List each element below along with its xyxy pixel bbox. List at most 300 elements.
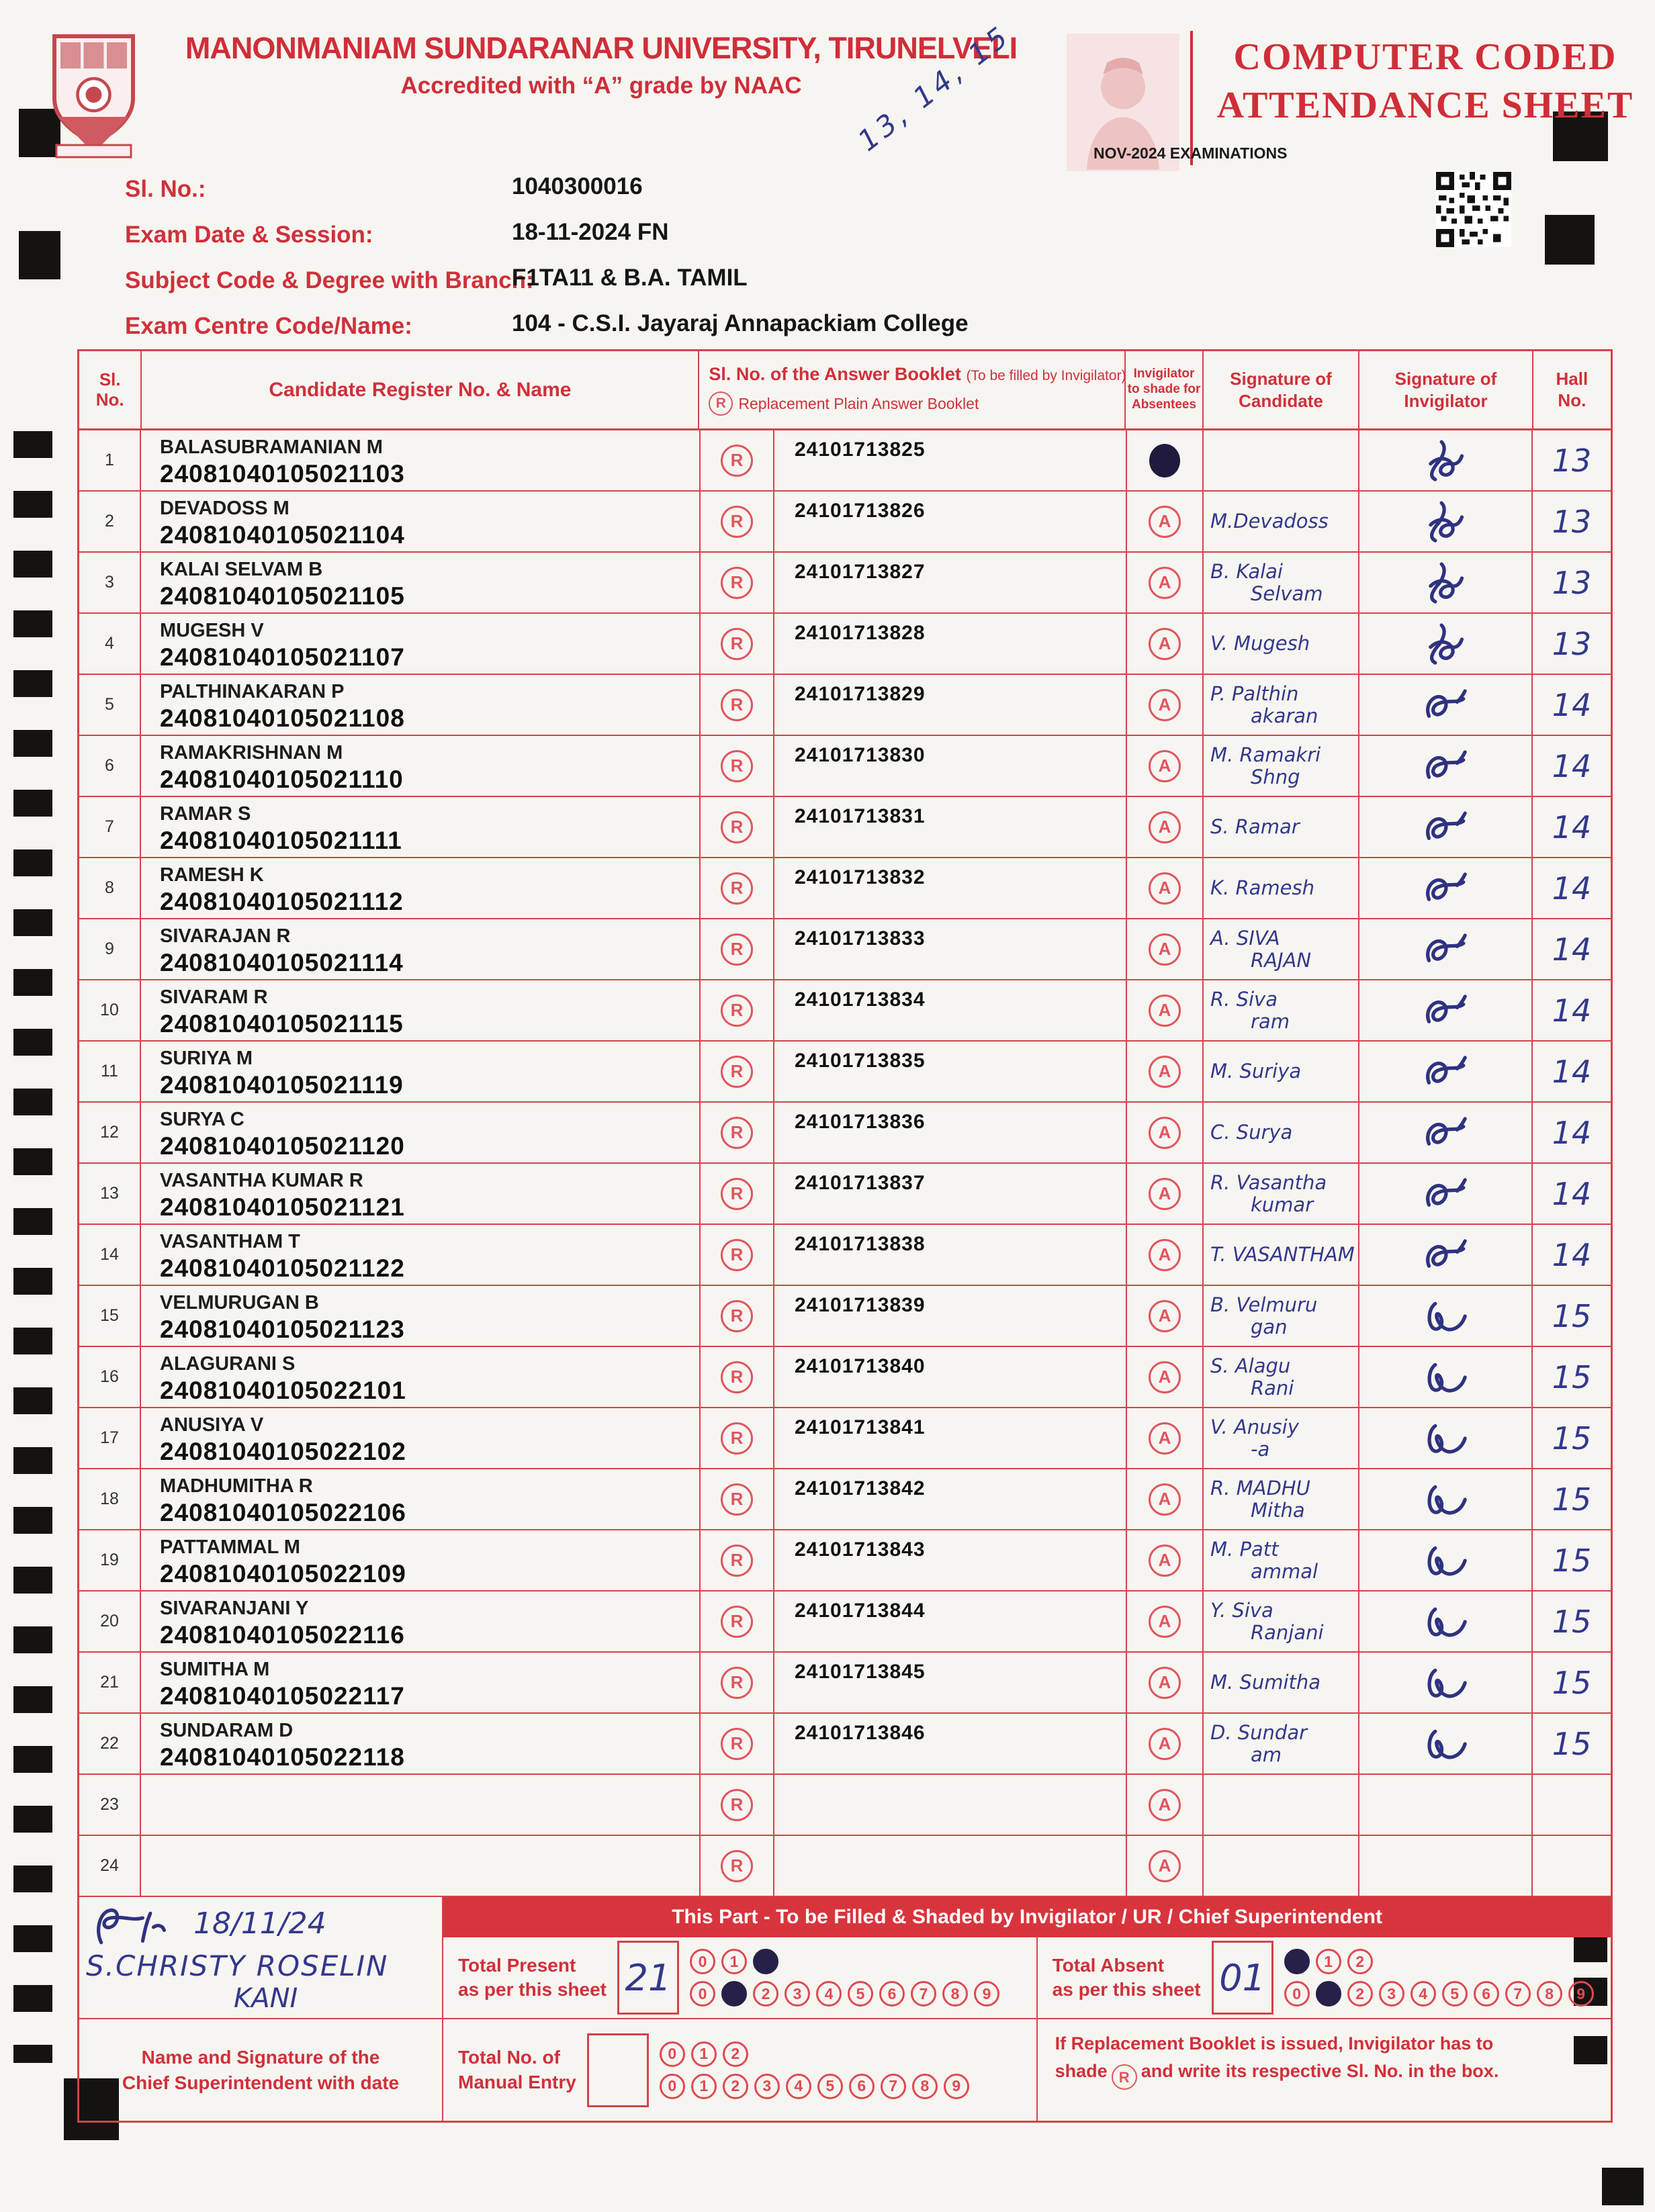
candidate-cell [141, 980, 701, 1040]
absentee-cell [1127, 858, 1204, 918]
candidate-signature: R. Siva ram [1204, 980, 1359, 1040]
invigilator-signature-cell [1359, 1042, 1533, 1101]
bubble-3: 3 [1379, 1981, 1404, 2007]
bubble-6: 6 [1474, 1981, 1499, 2007]
absent-a-icon: A [1149, 872, 1181, 905]
row-sl-no: 5 [79, 675, 141, 735]
candidate-register-no: 24081040105021104 [160, 521, 405, 549]
total-present-label: Total Present as per this sheet [458, 1954, 607, 2000]
invigilator-signature-cell [1359, 1775, 1533, 1835]
candidate-cell [141, 1408, 701, 1468]
candidate-name: BALASUBRAMANIAN M [160, 436, 383, 458]
candidate-cell [141, 492, 701, 551]
hall-no: 15 [1552, 1297, 1592, 1334]
table-row [79, 1042, 1611, 1103]
table-header-row [79, 351, 1611, 430]
table-row [79, 430, 1611, 492]
table-row [79, 675, 1611, 736]
invigilator-signature-cell [1359, 614, 1533, 674]
booklet-no [774, 1775, 1127, 1835]
bubble-7: 7 [1505, 1981, 1531, 2007]
absent-a-icon: A [1149, 1789, 1181, 1821]
table-row [79, 614, 1611, 675]
booklet-no: 24101713833 [774, 919, 1127, 979]
hall-no: 13 [1552, 564, 1592, 601]
candidate-register-no: 24081040105021123 [160, 1316, 405, 1343]
bubble-4: 4 [1411, 1981, 1436, 2007]
replacement-r-icon: R [721, 628, 753, 660]
replacement-r-icon: R [721, 750, 753, 782]
subject-value: F1TA11 & B.A. TAMIL [512, 265, 748, 291]
invigilator-signature [1405, 804, 1486, 851]
candidate-signature: K. Ramesh [1204, 858, 1359, 918]
table-row [79, 1653, 1611, 1714]
bubble-2: 2 [1347, 1981, 1373, 2007]
candidate-name: ANUSIYA V [160, 1414, 264, 1436]
row-sl-no: 24 [79, 1836, 141, 1896]
replacement-cell [701, 1530, 774, 1590]
replacement-r-icon: R [1112, 2064, 1137, 2090]
replacement-r-icon: R [721, 1789, 753, 1821]
bubble-1-shaded [1316, 1981, 1341, 2007]
row-sl-no: 23 [79, 1775, 141, 1835]
candidate-name: PALTHINAKARAN P [160, 681, 345, 702]
candidate-signature: B. Kalai Selvam [1204, 553, 1359, 612]
table-row [79, 919, 1611, 980]
table-row [79, 797, 1611, 858]
total-absent-value-box: 01 [1212, 1941, 1273, 2015]
bubble-3: 3 [785, 1981, 810, 2007]
absent-a-icon: A [1149, 995, 1181, 1027]
bubble-2: 2 [723, 2041, 748, 2067]
hall-no: 15 [1552, 1420, 1592, 1457]
bubble-3: 3 [754, 2074, 780, 2099]
bubble-4: 4 [786, 2074, 811, 2099]
invigilator-signature [1405, 1232, 1486, 1279]
replacement-cell [701, 858, 774, 918]
manual-ones-bubbles [660, 2074, 969, 2099]
row-sl-no: 6 [79, 736, 141, 796]
manual-entry-label: Total No. of Manual Entry [458, 2047, 576, 2092]
absent-a-icon: A [1149, 1483, 1181, 1516]
invigilator-signature-cell [1359, 1164, 1533, 1224]
replacement-r-icon: R [721, 689, 753, 721]
candidate-name: SUMITHA M [160, 1659, 270, 1680]
col-header-signature-invigilator: Signature of Invigilator [1359, 351, 1533, 428]
replacement-r-icon: R [721, 811, 753, 843]
invigilator-signature [1405, 1537, 1486, 1584]
replacement-cell [701, 1042, 774, 1101]
candidate-cell [141, 919, 701, 979]
invigilator-signature-cell [1359, 736, 1533, 796]
invigilator-signature [1405, 1293, 1486, 1340]
candidate-signature: S. Ramar [1204, 797, 1359, 857]
registration-mark [1602, 2168, 1644, 2205]
candidate-cell [141, 1469, 701, 1529]
absentee-cell [1127, 1775, 1204, 1835]
bubble-1: 1 [691, 2074, 717, 2099]
total-absent-label: Total Absent as per this sheet [1052, 1954, 1201, 2000]
hall-no: 14 [1552, 1236, 1592, 1273]
absent-ones-bubbles [1284, 1981, 1594, 2007]
bubble-0: 0 [1284, 1981, 1310, 2007]
qr-code [1436, 172, 1511, 250]
invigilator-signature-cell [1359, 1653, 1533, 1712]
absentee-cell [1127, 1653, 1204, 1712]
candidate-name: ALAGURANI S [160, 1353, 296, 1375]
candidate-register-no: 24081040105021112 [160, 888, 404, 915]
row-sl-no: 13 [79, 1164, 141, 1224]
hall-no: 15 [1552, 1481, 1592, 1518]
invigilator-signature [1405, 559, 1486, 606]
bubble-9: 9 [974, 1981, 999, 2007]
absentee-cell [1127, 980, 1204, 1040]
table-row [79, 553, 1611, 614]
bubble-8: 8 [912, 2074, 938, 2099]
absent-a-icon: A [1149, 1117, 1181, 1149]
candidate-register-no: 24081040105021110 [160, 766, 404, 793]
absent-a-icon: A [1149, 1178, 1181, 1210]
row-sl-no: 17 [79, 1408, 141, 1468]
replacement-r-icon: R [721, 1178, 753, 1210]
candidate-signature: B. Velmuru gan [1204, 1286, 1359, 1346]
manual-entry-value-box [587, 2033, 649, 2107]
invigilator-signature-cell [1359, 1286, 1533, 1346]
invigilator-signature-cell [1359, 1592, 1533, 1651]
invigilator-signature [1405, 1476, 1486, 1523]
replacement-cell [701, 1225, 774, 1285]
candidate-name: VASANTHA KUMAR R [160, 1170, 363, 1191]
booklet-no: 24101713838 [774, 1225, 1127, 1285]
bubble-7: 7 [911, 1981, 936, 2007]
candidate-cell [141, 1653, 701, 1712]
totals-banner: This Part - To be Filled & Shaded by Invigilator / UR / Chief Superintendent [443, 1897, 1611, 1937]
absent-a-icon: A [1149, 811, 1181, 843]
booklet-no: 24101713834 [774, 980, 1127, 1040]
invigilator-signature [1405, 987, 1486, 1034]
candidate-cell [141, 553, 701, 612]
booklet-no: 24101713827 [774, 553, 1127, 612]
candidate-name: RAMESH K [160, 864, 264, 886]
candidate-name: RAMAR S [160, 803, 251, 825]
absentee-cell [1127, 430, 1204, 490]
attendance-table [77, 349, 1613, 2123]
replacement-cell [701, 430, 774, 490]
col-header-hall-no: Hall No. [1556, 369, 1589, 410]
row-sl-no: 22 [79, 1714, 141, 1773]
row-sl-no: 15 [79, 1286, 141, 1346]
sl-no-value: 1040300016 [512, 173, 643, 199]
replacement-r-icon: R [721, 933, 753, 966]
row-sl-no: 3 [79, 553, 141, 612]
chief-signature-area [79, 1897, 442, 2019]
chief-superintendent-cell [79, 1897, 443, 2121]
row-sl-no: 2 [79, 492, 141, 551]
replacement-cell [701, 736, 774, 796]
bubble-9: 9 [944, 2074, 969, 2099]
hall-no: 15 [1552, 1603, 1592, 1640]
absentee-cell [1127, 614, 1204, 674]
col-header-signature-candidate: Signature of Candidate [1204, 351, 1360, 428]
replacement-r-icon: R [721, 1361, 753, 1393]
absentee-cell [1127, 797, 1204, 857]
replacement-cell [701, 492, 774, 551]
invigilator-signature [1405, 1598, 1486, 1645]
replacement-r-icon: R [721, 445, 753, 477]
invigilator-signature [1405, 1659, 1486, 1706]
manual-entry-group [443, 2019, 1038, 2121]
hall-no: 15 [1552, 1358, 1592, 1395]
replacement-r-icon: R [721, 1667, 753, 1699]
candidate-name: DEVADOSS M [160, 498, 289, 519]
hall-no [1533, 1775, 1611, 1835]
replacement-r-icon: R [721, 1239, 753, 1271]
booklet-no: 24101713840 [774, 1347, 1127, 1407]
booklet-no: 24101713831 [774, 797, 1127, 857]
candidate-register-no: 24081040105021103 [160, 460, 405, 488]
absent-a-icon: A [1149, 689, 1181, 721]
candidate-cell [141, 736, 701, 796]
candidate-signature: A. SIVA RAJAN [1204, 919, 1359, 979]
candidate-register-no: 24081040105022109 [160, 1560, 406, 1587]
candidate-cell [141, 675, 701, 735]
replacement-cell [701, 1775, 774, 1835]
replacement-note: If Replacement Booklet is issued, Invigilator has to shade R and write its respective Sl. No. in the box. [1038, 2019, 1611, 2121]
absent-a-icon: A [1149, 1239, 1181, 1271]
candidate-signature: V. Anusiy -a [1204, 1408, 1359, 1468]
invigilator-signature [1405, 1720, 1486, 1767]
absentee-cell [1127, 919, 1204, 979]
table-row [79, 1347, 1611, 1408]
candidate-register-no: 24081040105022102 [160, 1438, 406, 1465]
candidate-register-no: 24081040105022116 [160, 1621, 405, 1649]
bubble-4: 4 [816, 1981, 842, 2007]
invigilator-signature-cell [1359, 1408, 1533, 1468]
invigilator-signature-cell [1359, 980, 1533, 1040]
booklet-no: 24101713830 [774, 736, 1127, 796]
candidate-register-no: 24081040105021122 [160, 1254, 405, 1282]
absent-a-icon: A [1149, 1056, 1181, 1088]
invigilator-signature-cell [1359, 1530, 1533, 1590]
candidate-cell [141, 1530, 701, 1590]
replacement-r-icon: R [721, 1300, 753, 1332]
booklet-no: 24101713841 [774, 1408, 1127, 1468]
centre-value: 104 - C.S.I. Jayaraj Annapackiam College [512, 310, 969, 336]
candidate-cell [141, 614, 701, 674]
invigilator-signature-cell [1359, 1347, 1533, 1407]
candidate-signature: R. MADHU Mitha [1204, 1469, 1359, 1529]
hall-no [1533, 1836, 1611, 1896]
candidate-name: KALAI SELVAM B [160, 559, 323, 580]
hall-no: 15 [1552, 1542, 1592, 1579]
invigilator-signature-cell [1359, 553, 1533, 612]
candidate-signature: M.Devadoss [1204, 492, 1359, 551]
invigilator-signature [1405, 1354, 1486, 1401]
replacement-r-icon: R [721, 567, 753, 599]
candidate-name: SUNDARAM D [160, 1720, 294, 1741]
table-row [79, 980, 1611, 1042]
replacement-r-icon: R [709, 391, 733, 416]
absent-shaded-bubble [1149, 444, 1180, 477]
replacement-r-icon: R [721, 872, 753, 905]
absent-a-icon: A [1149, 567, 1181, 599]
replacement-cell [701, 1103, 774, 1162]
candidate-cell [141, 1836, 701, 1896]
replacement-r-icon: R [721, 995, 753, 1027]
candidate-name: SURYA C [160, 1109, 244, 1130]
table-row [79, 1225, 1611, 1286]
invigilator-signature-cell [1359, 1469, 1533, 1529]
candidate-signature [1204, 430, 1359, 490]
booklet-no: 24101713832 [774, 858, 1127, 918]
exam-date-label: Exam Date & Session: [125, 222, 373, 248]
candidate-register-no: 24081040105021105 [160, 582, 405, 610]
row-sl-no: 7 [79, 797, 141, 857]
invigilator-signature-cell [1359, 1714, 1533, 1773]
invigilator-signature [1405, 437, 1486, 484]
hall-no: 14 [1552, 1053, 1592, 1090]
bubble-1-shaded [721, 1981, 747, 2007]
bubble-0: 0 [690, 1981, 715, 2007]
candidate-name: SURIYA M [160, 1048, 253, 1069]
invigilator-signature [1405, 926, 1486, 973]
table-row [79, 1836, 1611, 1897]
replacement-r-icon: R [721, 506, 753, 538]
booklet-no: 24101713825 [774, 430, 1127, 490]
table-row [79, 1530, 1611, 1592]
absent-a-icon: A [1149, 1422, 1181, 1455]
candidate-register-no: 24081040105022117 [160, 1682, 405, 1710]
candidate-cell [141, 858, 701, 918]
university-logo [48, 32, 139, 167]
invigilator-signature [1405, 743, 1486, 790]
bubble-1: 1 [721, 1949, 747, 1974]
candidate-name: MADHUMITHA R [160, 1475, 313, 1497]
replacement-r-icon: R [721, 1117, 753, 1149]
invigilator-signature [1405, 1170, 1486, 1217]
candidate-cell [141, 1286, 701, 1346]
table-row [79, 1286, 1611, 1347]
booklet-no: 24101713845 [774, 1653, 1127, 1712]
bubble-2: 2 [1347, 1949, 1373, 1974]
hall-no: 14 [1552, 1175, 1592, 1212]
absentee-cell [1127, 492, 1204, 551]
bubble-5: 5 [848, 1981, 873, 2007]
bubble-1: 1 [691, 2041, 717, 2067]
row-sl-no: 9 [79, 919, 141, 979]
absent-a-icon: A [1149, 1300, 1181, 1332]
absentee-cell [1127, 1042, 1204, 1101]
row-sl-no: 16 [79, 1347, 141, 1407]
replacement-r-icon: R [721, 1606, 753, 1638]
replacement-cell [701, 797, 774, 857]
candidate-cell [141, 430, 701, 490]
total-absent-group [1038, 1937, 1611, 2018]
table-row [79, 736, 1611, 797]
candidate-signature: T. VASANTHAM [1204, 1225, 1359, 1285]
candidate-name: VASANTHAM T [160, 1231, 300, 1252]
invigilator-signature [1405, 682, 1486, 729]
candidate-signature: M. Ramakri Shng [1204, 736, 1359, 796]
present-tens-bubbles [690, 1949, 999, 1974]
candidate-signature: S. Alagu Rani [1204, 1347, 1359, 1407]
handwritten-hall-numbers: 13, 14, 15 [852, 18, 1017, 158]
absentee-cell [1127, 1408, 1204, 1468]
absent-a-icon: A [1149, 1728, 1181, 1760]
candidate-signature [1204, 1836, 1359, 1896]
booklet-no: 24101713843 [774, 1530, 1127, 1590]
bubble-6: 6 [879, 1981, 905, 2007]
hall-no: 14 [1552, 931, 1592, 968]
university-name: MANONMANIAM SUNDARANAR UNIVERSITY, TIRUNELVELI [185, 31, 1018, 65]
absent-a-icon: A [1149, 1850, 1181, 1882]
absentee-cell [1127, 1103, 1204, 1162]
replacement-cell [701, 553, 774, 612]
invigilator-signature-cell [1359, 1103, 1533, 1162]
booklet-no: 24101713835 [774, 1042, 1127, 1101]
chief-name-line1: S.CHRISTY ROSELIN [86, 1949, 389, 1982]
candidate-register-no: 24081040105021111 [160, 827, 402, 854]
bubble-1: 1 [1316, 1949, 1341, 1974]
invigilator-signature [1405, 498, 1486, 545]
hall-no: 14 [1552, 686, 1592, 723]
absentee-cell [1127, 1164, 1204, 1224]
replacement-cell [701, 1714, 774, 1773]
total-present-group [443, 1937, 1038, 2018]
replacement-r-icon: R [721, 1728, 753, 1760]
candidate-name: MUGESH V [160, 620, 264, 641]
replacement-cell [701, 1469, 774, 1529]
row-sl-no: 20 [79, 1592, 141, 1651]
invigilator-signature-cell [1359, 858, 1533, 918]
hall-no: 14 [1552, 1114, 1592, 1151]
row-sl-no: 12 [79, 1103, 141, 1162]
manual-tens-bubbles [660, 2041, 969, 2067]
hall-no: 14 [1552, 992, 1592, 1029]
replacement-r-icon: R [721, 1422, 753, 1455]
candidate-register-no: 24081040105022106 [160, 1499, 406, 1526]
candidate-register-no: 24081040105021121 [160, 1193, 405, 1221]
booklet-no: 24101713829 [774, 675, 1127, 735]
candidate-register-no: 24081040105021107 [160, 643, 405, 671]
bubble-8: 8 [942, 1981, 968, 2007]
replacement-cell [701, 919, 774, 979]
centre-label: Exam Centre Code/Name: [125, 313, 412, 339]
hall-no: 14 [1552, 747, 1592, 784]
bubble-8: 8 [1537, 1981, 1562, 2007]
absentee-cell [1127, 1836, 1204, 1896]
bubble-7: 7 [881, 2074, 906, 2099]
candidate-register-no: 24081040105021114 [160, 949, 404, 976]
candidate-signature: Y. Siva Ranjani [1204, 1592, 1359, 1651]
candidate-cell [141, 1775, 701, 1835]
absentee-cell [1127, 1714, 1204, 1773]
candidate-signature: R. Vasantha kumar [1204, 1164, 1359, 1224]
sheet-title-line1: COMPUTER CODED [1233, 36, 1617, 78]
total-present-value-box: 21 [617, 1941, 679, 2015]
candidate-signature: M. Patt ammal [1204, 1530, 1359, 1590]
candidate-cell [141, 1164, 701, 1224]
invigilator-signature [1405, 1415, 1486, 1462]
candidate-name: SIVARAJAN R [160, 925, 291, 947]
present-ones-bubbles [690, 1981, 999, 2007]
invigilator-signature [1405, 1048, 1486, 1095]
hall-no: 14 [1552, 809, 1592, 845]
absentee-cell [1127, 1469, 1204, 1529]
table-row [79, 1714, 1611, 1775]
candidate-register-no: 24081040105021120 [160, 1132, 405, 1160]
absent-a-icon: A [1149, 1361, 1181, 1393]
